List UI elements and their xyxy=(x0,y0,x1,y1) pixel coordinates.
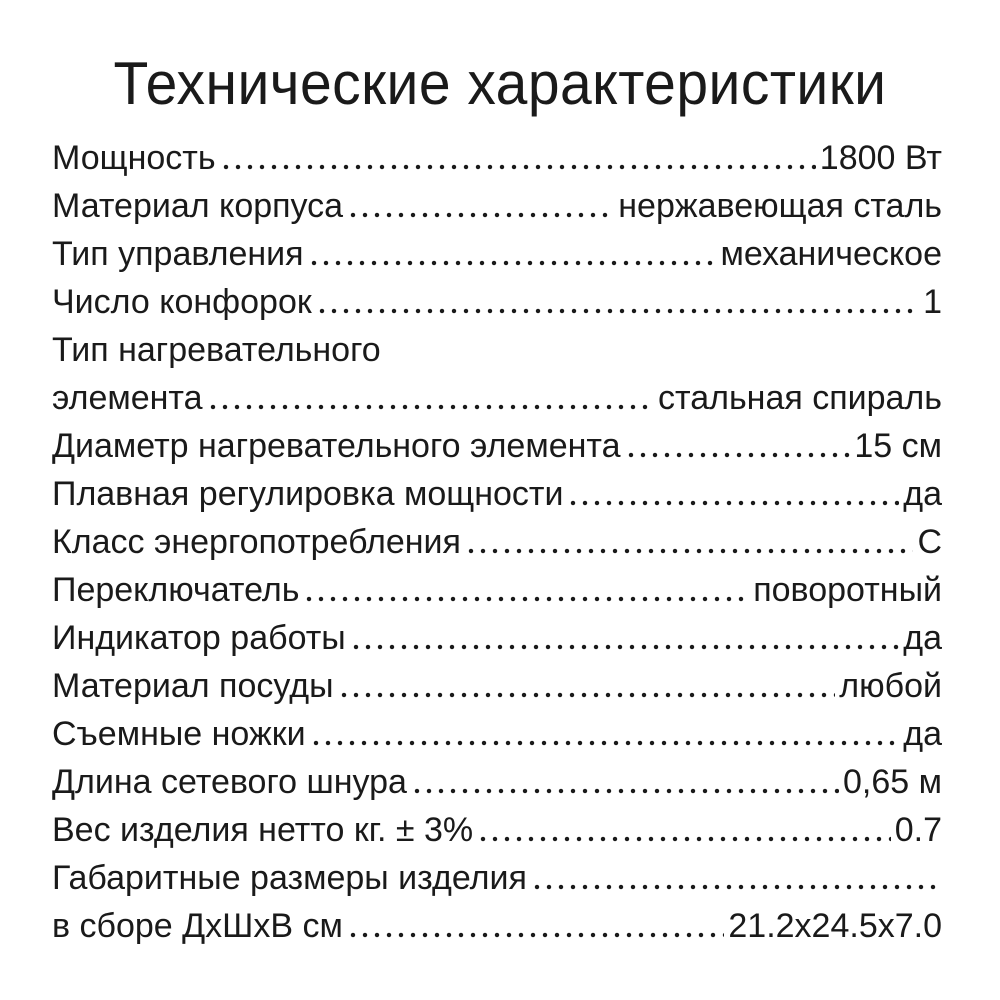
dot-leader xyxy=(411,787,839,795)
dot-leader xyxy=(347,211,614,219)
spec-label: Диаметр нагревательного элемента xyxy=(52,427,621,465)
spec-row-energy-class xyxy=(52,518,942,566)
spec-value: нержавеющая сталь xyxy=(618,187,942,225)
spec-row-operation-indicator xyxy=(52,614,942,662)
spec-value: механическое xyxy=(720,235,942,273)
spec-label: Тип управления xyxy=(52,235,304,273)
dot-leader xyxy=(625,451,851,459)
spec-value: 1 xyxy=(923,283,942,321)
spec-row-heating-element-type-line2 xyxy=(52,374,942,422)
spec-label: в сборе ДхШхВ см xyxy=(52,907,343,945)
spec-label: Тип нагревательного xyxy=(52,331,381,369)
spec-value: стальная спираль xyxy=(658,379,942,417)
spec-row-power xyxy=(52,134,942,182)
spec-value: 0.7 xyxy=(894,811,942,849)
spec-row-switch xyxy=(52,566,942,614)
spec-value: 1800 Вт xyxy=(819,139,942,177)
spec-label: Длина сетевого шнура xyxy=(52,763,407,801)
spec-value: 0,65 м xyxy=(843,763,942,801)
dot-leader xyxy=(567,499,899,507)
dot-leader xyxy=(310,739,900,747)
spec-row-dimensions-line1 xyxy=(52,854,942,902)
spec-label: Материал корпуса xyxy=(52,187,344,225)
spec-label: Материал посуды xyxy=(52,667,334,705)
spec-row-cookware-material xyxy=(52,662,942,710)
spec-value: 15 см xyxy=(854,427,942,465)
spec-label: Плавная регулировка мощности xyxy=(52,475,564,513)
spec-value: С xyxy=(917,523,942,561)
spec-label: Габаритные размеры изделия xyxy=(52,859,527,897)
spec-row-cord-length xyxy=(52,758,942,806)
dot-leader xyxy=(316,307,919,315)
spec-row-net-weight xyxy=(52,806,942,854)
dot-leader xyxy=(220,163,816,171)
dot-leader xyxy=(338,691,836,699)
dot-leader xyxy=(308,259,717,267)
spec-label: Съемные ножки xyxy=(52,715,306,753)
dot-leader xyxy=(207,403,655,411)
spec-label: Класс энергопотребления xyxy=(52,523,461,561)
spec-row-burners xyxy=(52,278,942,326)
spec-row-heating-element-diameter xyxy=(52,422,942,470)
dot-leader xyxy=(465,547,913,555)
spec-label: Переключатель xyxy=(52,571,300,609)
spec-row-removable-legs xyxy=(52,710,942,758)
spec-value: да xyxy=(903,619,942,657)
spec-label: Число конфорок xyxy=(52,283,312,321)
dot-leader xyxy=(350,643,900,651)
spec-value: 21.2x24.5x7.0 xyxy=(728,907,942,945)
spec-value: поворотный xyxy=(753,571,942,609)
spec-row-smooth-power-control xyxy=(52,470,942,518)
spec-label: элемента xyxy=(52,379,203,417)
spec-value: да xyxy=(903,715,942,753)
dot-leader xyxy=(303,595,749,603)
spec-value: да xyxy=(903,475,942,513)
spec-value: любой xyxy=(839,667,942,705)
spec-label: Индикатор работы xyxy=(52,619,346,657)
page-title: Технические характеристики xyxy=(113,50,887,117)
spec-label: Вес изделия нетто кг. ± 3% xyxy=(52,811,474,849)
spec-list xyxy=(52,134,942,950)
dot-leader xyxy=(531,883,938,891)
spec-row-dimensions-line2 xyxy=(52,902,942,950)
spec-label: Мощность xyxy=(52,139,216,177)
dot-leader xyxy=(347,931,725,939)
spec-row-heating-element-type-line1 xyxy=(52,326,942,374)
spec-row-body-material xyxy=(52,182,942,230)
spec-row-control-type xyxy=(52,230,942,278)
dot-leader xyxy=(477,835,891,843)
